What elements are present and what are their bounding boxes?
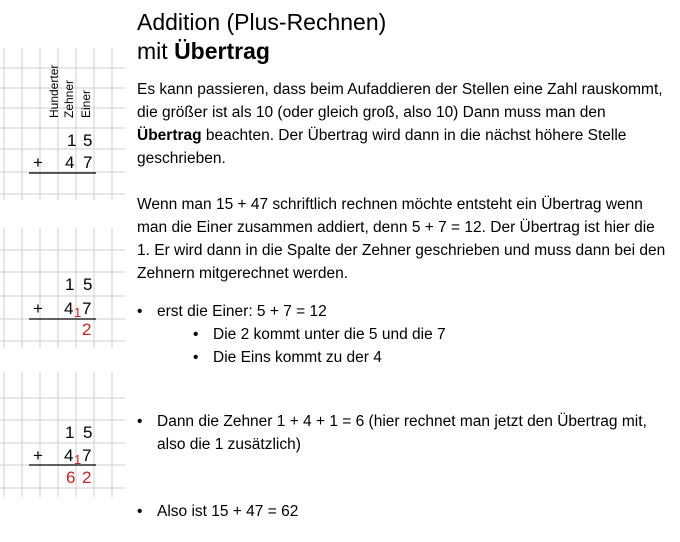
carry-digit: 1	[74, 452, 82, 467]
grid-svg	[0, 372, 125, 497]
bullet-marker: •	[137, 303, 143, 320]
digit-row1-einer: 5	[83, 275, 93, 294]
digit-row1-zehner: 1	[65, 275, 75, 294]
bullet-text: Dann die Zehner 1 + 4 + 1 = 6 (hier rechnet man jetzt den Übertrag mit, also die 1 zusätzlich)	[157, 413, 647, 453]
grid-svg	[0, 48, 125, 200]
bullet-text: erst die Einer: 5 + 7 = 12	[157, 303, 327, 320]
digit-row1-zehner: 1	[65, 423, 75, 442]
page-title	[137, 8, 386, 66]
digit-row2-einer: 7	[83, 153, 93, 172]
intro-p1-part-a: Es kann passieren, dass beim Aufaddieren der Stellen eine Zahl rauskommt, die größer ist als 10 (oder gleich groß, also 10) Dann muss man den	[137, 81, 663, 121]
digit-row2-zehner: 4	[64, 446, 74, 465]
calc-grid-step-1	[0, 48, 125, 200]
bullet-text: Die 2 kommt unter die 5 und die 7	[213, 326, 446, 343]
digit-row2-einer: 7	[82, 446, 92, 465]
title-line-2-bold: Übertrag	[174, 38, 270, 64]
sub-bullet-eins-zur-4	[193, 346, 382, 369]
plus-sign: +	[33, 299, 43, 318]
bullet-marker: •	[193, 349, 199, 366]
digit-row1-zehner: 1	[67, 131, 77, 150]
bullet-text: Also ist 15 + 47 = 62	[157, 503, 299, 520]
bullet-marker: •	[193, 326, 199, 343]
bullet-ergebnis	[137, 500, 657, 523]
title-line-2-prefix: mit	[137, 38, 175, 64]
plus-sign: +	[33, 153, 43, 172]
grid-lines	[0, 372, 125, 497]
carry-digit: 1	[74, 305, 82, 320]
bullet-einer	[137, 300, 657, 323]
intro-p1-part-b: beachten. Der Übertrag wird dann in die nächst höhere Stelle geschrieben.	[137, 127, 627, 167]
intro-p1-bold: Übertrag	[137, 127, 202, 144]
digit-row1-einer: 5	[83, 131, 93, 150]
bullet-marker: •	[137, 413, 143, 430]
result-einer: 2	[82, 320, 92, 339]
header-einer: Einer	[79, 89, 93, 118]
result-zehner: 6	[66, 468, 76, 487]
digit-row2-einer: 7	[82, 299, 92, 318]
bullet-marker: •	[137, 503, 143, 520]
calc-grid-step-3	[0, 372, 125, 497]
title-line-1: Addition (Plus-Rechnen)	[137, 9, 387, 35]
digit-row2-zehner: 4	[64, 299, 74, 318]
header-zehner: Zehner	[62, 79, 76, 118]
grid-svg	[0, 228, 125, 348]
digit-row1-einer: 5	[83, 423, 93, 442]
grid-lines	[0, 228, 125, 348]
digit-row2-zehner: 4	[65, 153, 75, 172]
bullet-zehner	[137, 410, 667, 456]
calc-grid-step-2	[0, 228, 125, 348]
sub-bullet-2-under	[193, 323, 446, 346]
bullet-text: Die Eins kommt zu der 4	[213, 349, 382, 366]
intro-paragraph-1	[137, 78, 672, 170]
intro-paragraph-2: Wenn man 15 + 47 schriftlich rechnen möchte entsteht ein Übertrag wenn man die Einer zusammen addiert, denn 5 + 7 = 12. Der Übertrag ist hier die 1. Er wird dann in die Spalte der Zehner geschrieben und muss dann bei den Zehnern mitgerechnet werden.	[137, 196, 666, 282]
intro-text	[137, 78, 672, 285]
result-einer: 2	[82, 468, 92, 487]
plus-sign: +	[33, 446, 43, 465]
grid-lines	[0, 48, 125, 200]
header-hunderter: Hunderter	[47, 64, 61, 118]
